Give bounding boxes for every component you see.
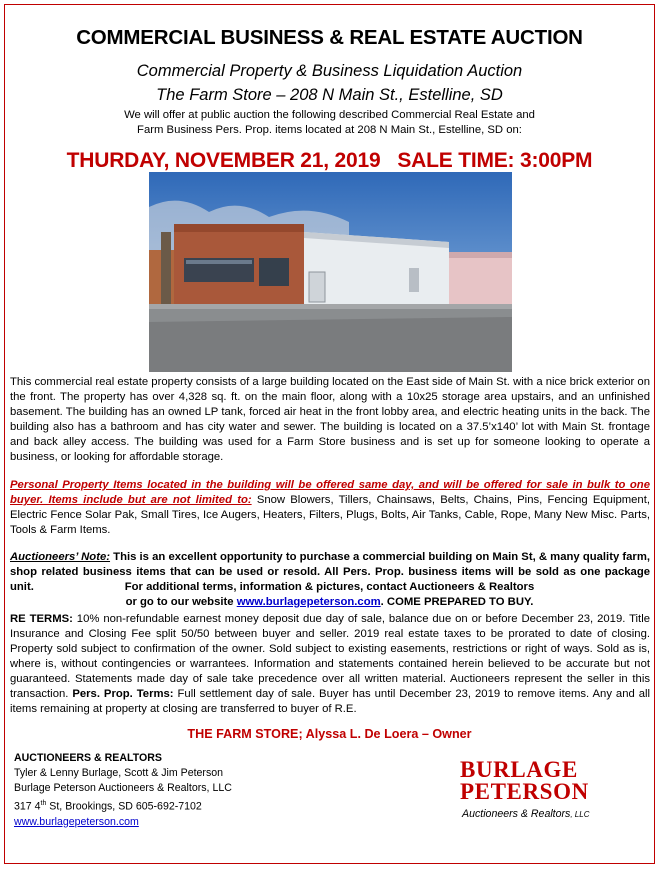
auctioneers-note-label: Auctioneers’ Note: xyxy=(10,551,111,563)
subtitle-location: The Farm Store – 208 N Main St., Estelline, SD xyxy=(156,86,503,104)
contact-line-2-pre: or go to our website xyxy=(125,596,237,608)
auctioneers-company: Burlage Peterson Auctioneers & Realtors, LLC xyxy=(14,782,232,794)
auctioneers-note-text: This is an excellent opportunity to purchase a commercial building on Main St, & many quality farm, shop related business items that can be used or resold. All Pers. Prop. business items will be sold as one package unit. xyxy=(10,551,651,593)
personal-property-lead: Personal Property Items located in the building will be offered same day, and will be offered for sale in bulk to one buyer. Items include but are not limited to: xyxy=(10,479,650,506)
logo-tagline-text: Auctioneers & Realtors xyxy=(462,808,571,820)
intro-text xyxy=(5,108,654,138)
auctioneers-contact-block xyxy=(14,751,232,830)
logo-line-2: PETERSON xyxy=(460,779,589,804)
re-terms-label: RE TERMS: xyxy=(10,613,73,625)
website-link[interactable]: www.burlagepeterson.com xyxy=(236,596,381,608)
re-terms-text: 10% non-refundable earnest money deposit due day of sale, balance due on or before December 23, 2019. Title Insurance and Closing Fee split 50/50 between buyer and seller. 2019 real estate taxes to be prorated to date of closing. Property sold subject to confirmation of the owner. Sold subject to existing easements, restrictions or right of ways. Sold as is, where is, without contingencies or warrantees. Information and statements contained herein believed to be accurate but not guaranteed. Statements made day of sale take precedence over all written material. Auctioneers represent the seller in this transaction. xyxy=(10,613,650,700)
building-photo-image xyxy=(149,172,512,372)
property-description: This commercial real estate property consists of a large building located on the East side of Main St. with a nice brick exterior on the front. The property has over 4,328 sq. ft. on the main floor, along with a 10x25 storage area upstairs, and an unfinished basement. The building has an owned LP tank, forced air heat in the front lobby area, and electric heating units in the back. The building also has a bathroom and has city water and sewer. The building is located on a 37.5’x140’ lot with Main St. frontage and back alley access. The building was used for a Farm Store business and is set up for someone looking to operate a business, or looking for affordable storage. xyxy=(10,376,650,463)
contact-line-1: For additional terms, information & pictures, contact Auctioneers & Realtors xyxy=(124,581,535,593)
logo-tagline xyxy=(462,808,589,820)
pers-prop-terms-text: Full settlement day of sale. Buyer has until December 23, 2019 to remove items. Any and all items remaining at property at closing are transferred to buyer of R.E. xyxy=(10,688,650,715)
personal-property-section xyxy=(10,478,650,538)
address-pre: 317 4 xyxy=(14,800,41,813)
burlage-peterson-logo xyxy=(460,758,620,822)
address-post: St, Brookings, SD 605-692-7102 xyxy=(46,800,202,813)
sale-date-time: THURDAY, NOVEMBER 21, 2019 SALE TIME: 3:00PM xyxy=(66,149,593,172)
terms-section xyxy=(10,612,650,717)
auctioneers-address xyxy=(14,796,232,815)
intro-line-2: Farm Business Pers. Prop. items located at 208 N Main St., Estelline, SD on: xyxy=(137,124,522,136)
pers-prop-terms-label: Pers. Prop. Terms: xyxy=(72,688,174,700)
contact-line-2 xyxy=(5,595,654,610)
owner-line: THE FARM STORE; Alyssa L. De Loera – Owner xyxy=(187,727,472,741)
contact-line-2-post: . COME PREPARED TO BUY. xyxy=(380,596,534,608)
auction-flyer xyxy=(4,4,655,864)
page-title: COMMERCIAL BUSINESS & REAL ESTATE AUCTION xyxy=(76,26,583,49)
personal-property-items: Snow Blowers, Tillers, Chainsaws, Belts, Chains, Pins, Fencing Equipment, Electric Fence Solar Pak, Small Tires, Ice Augers, Heaters, Filters, Plugs, Bolts, Air Tanks, Cable, Rope, Many New Misc. Parts, Tools & Farm Items. xyxy=(10,494,650,536)
auctioneers-heading: AUCTIONEERS & REALTORS xyxy=(14,752,162,764)
logo-line-1: BURLAGE xyxy=(460,757,578,782)
building-photo xyxy=(149,172,512,372)
auctioneers-names: Tyler & Lenny Burlage, Scott & Jim Peterson xyxy=(14,767,224,779)
address-sup: th xyxy=(40,800,47,807)
logo-llc: , LLC xyxy=(570,810,590,819)
auctioneers-website-link[interactable]: www.burlagepeterson.com xyxy=(14,815,139,828)
subtitle-auction-type: Commercial Property & Business Liquidation Auction xyxy=(136,62,523,80)
intro-line-1: We will offer at public auction the following described Commercial Real Estate and xyxy=(124,109,535,121)
